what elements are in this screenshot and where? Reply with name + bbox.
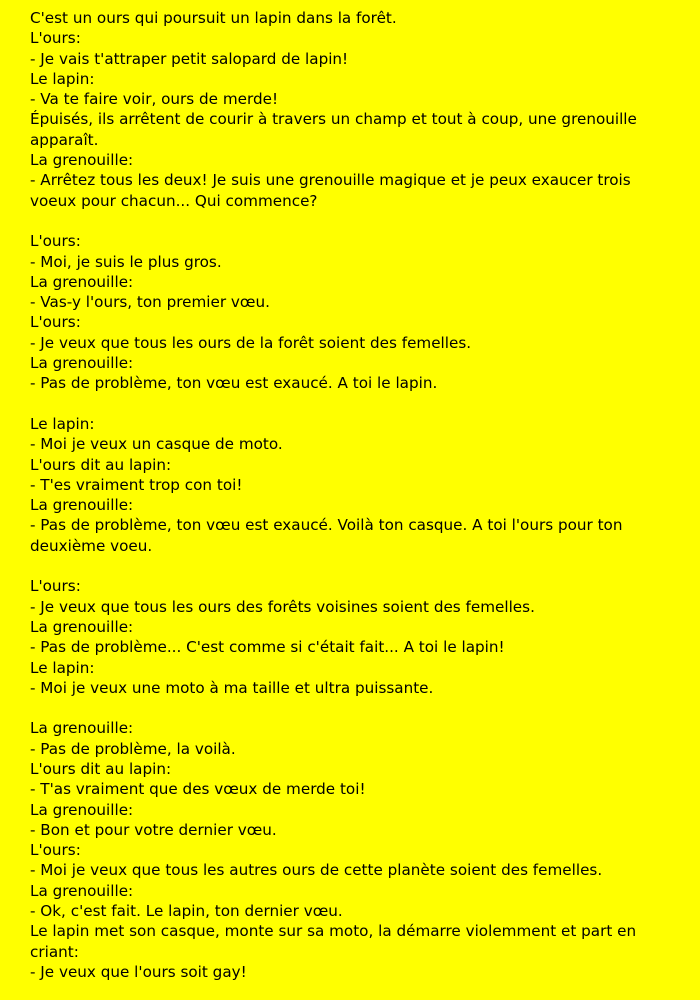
story-line: L'ours: — [30, 577, 81, 596]
story-line: - Ok, c'est fait. Le lapin, ton dernier vœu. — [30, 902, 343, 921]
story-line: - Bon et pour votre dernier vœu. — [30, 820, 277, 839]
story-line: - Je veux que tous les ours des forêts voisines soient des femelles. — [30, 597, 535, 616]
story-line: - Moi je veux que tous les autres ours de cette planète soient des femelles. — [30, 861, 603, 880]
paragraph-gap — [30, 556, 680, 576]
story-line: L'ours: — [30, 841, 81, 860]
story-line: L'ours: — [30, 29, 81, 48]
paragraph-gap — [30, 698, 680, 718]
story-line: - Moi je veux un casque de moto. — [30, 435, 283, 454]
story-line: L'ours dit au lapin: — [30, 759, 172, 778]
story-line: La grenouille: — [30, 800, 134, 819]
story-line: Le lapin: — [30, 69, 95, 88]
paragraph-gap — [30, 394, 680, 414]
story-line: La grenouille: — [30, 617, 134, 636]
paragraph-gap — [30, 211, 680, 231]
story-text — [30, 8, 680, 982]
story-line: - Je veux que l'ours soit gay! — [30, 962, 247, 981]
story-line: - Je veux que tous les ours de la forêt soient des femelles. — [30, 333, 472, 352]
story-line: Le lapin: — [30, 414, 95, 433]
story-line: - Pas de problème, ton vœu est exaucé. A toi le lapin. — [30, 374, 438, 393]
story-line: - Moi, je suis le plus gros. — [30, 252, 222, 271]
story-line: - Je vais t'attraper petit salopard de lapin! — [30, 49, 349, 68]
story-line: L'ours: — [30, 313, 81, 332]
story-line: La grenouille: — [30, 151, 134, 170]
story-line: - T'es vraiment trop con toi! — [30, 475, 243, 494]
story-line: Le lapin met son casque, monte sur sa moto, la démarre violemment et part en criant: — [30, 922, 637, 961]
story-line: - Vas-y l'ours, ton premier vœu. — [30, 293, 270, 312]
story-line: - Pas de problème... C'est comme si c'était fait... A toi le lapin! — [30, 638, 505, 657]
story-line: C'est un ours qui poursuit un lapin dans la forêt. — [30, 9, 397, 27]
story-line: La grenouille: — [30, 354, 134, 373]
story-line: La grenouille: — [30, 719, 134, 738]
story-line: Le lapin: — [30, 658, 95, 677]
story-line: - Pas de problème, ton vœu est exaucé. Voilà ton casque. A toi l'ours pour ton deuxième voeu. — [30, 516, 623, 555]
story-line: Épuisés, ils arrêtent de courir à travers un champ et tout à coup, une grenouille apparaît. — [30, 110, 637, 149]
story-line: L'ours dit au lapin: — [30, 455, 172, 474]
story-line: - Pas de problème, la voilà. — [30, 739, 236, 758]
story-line: - T'as vraiment que des vœux de merde toi! — [30, 780, 366, 799]
story-line: La grenouille: — [30, 272, 134, 291]
story-line: - Va te faire voir, ours de merde! — [30, 90, 279, 109]
story-line: La grenouille: — [30, 881, 134, 900]
story-line: - Moi je veux une moto à ma taille et ultra puissante. — [30, 678, 434, 697]
story-line: L'ours: — [30, 232, 81, 251]
story-line: La grenouille: — [30, 496, 134, 515]
story-line: - Arrêtez tous les deux! Je suis une grenouille magique et je peux exaucer trois voeux pour chacun... Qui commence? — [30, 171, 631, 210]
